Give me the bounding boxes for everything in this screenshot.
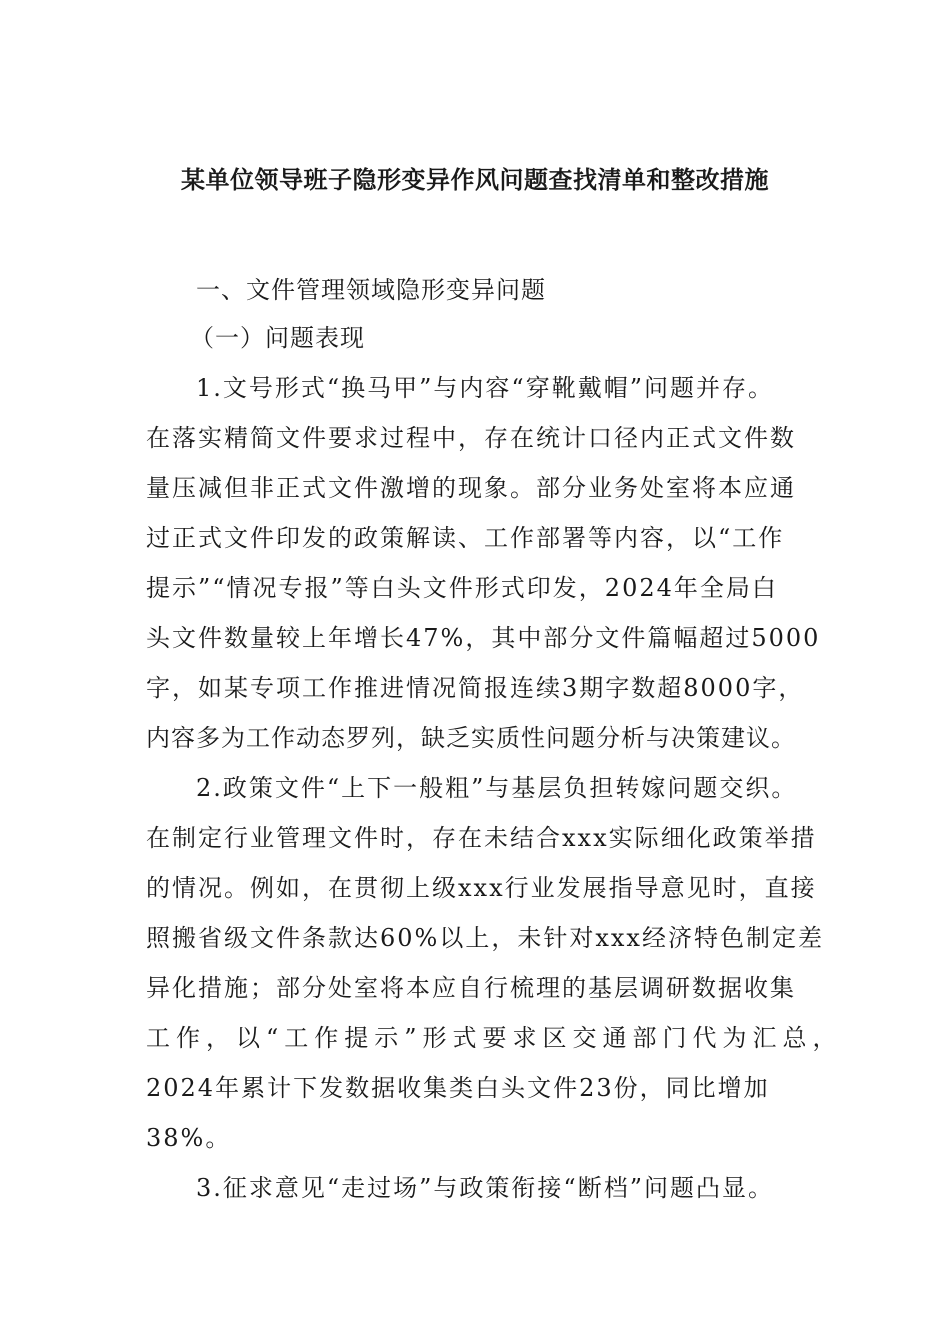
paragraph-line: 的情况。例如，在贯彻上级xxx行业发展指导意见时，直接 bbox=[146, 874, 817, 902]
paragraph-line: 在制定行业管理文件时，存在未结合xxx实际细化政策举措 bbox=[146, 824, 817, 852]
paragraph-line: 异化措施；部分处室将本应自行梳理的基层调研数据收集 bbox=[146, 974, 796, 1002]
section-heading: 一、文件管理领域隐形变异问题 bbox=[196, 276, 546, 304]
paragraph-line: 提示”“情况专报”等白头文件形式印发，2024年全局白 bbox=[146, 574, 778, 602]
paragraph-line: 38%。 bbox=[146, 1124, 232, 1152]
document-title: 某单位领导班子隐形变异作风问题查找清单和整改措施 bbox=[181, 165, 769, 194]
paragraph-line: 在落实精简文件要求过程中，存在统计口径内正式文件数 bbox=[146, 424, 796, 452]
paragraph-line: 2.政策文件“上下一般粗”与基层负担转嫁问题交织。 bbox=[196, 774, 798, 802]
paragraph-line: 1.文号形式“换马甲”与内容“穿靴戴帽”问题并存。 bbox=[196, 374, 774, 402]
paragraph-line: 字，如某专项工作推进情况简报连续3期字数超8000字， bbox=[146, 674, 805, 702]
paragraph-line: 2024年累计下发数据收集类白头文件23份，同比增加 bbox=[146, 1074, 770, 1102]
subsection-heading: （一）问题表现 bbox=[190, 324, 365, 352]
paragraph-line: 过正式文件印发的政策解读、工作部署等内容，以“工作 bbox=[146, 524, 785, 552]
paragraph-line: 内容多为工作动态罗列，缺乏实质性问题分析与决策建议。 bbox=[146, 724, 796, 752]
paragraph-line: 3.征求意见“走过场”与政策衔接“断档”问题凸显。 bbox=[196, 1174, 774, 1202]
paragraph-line: 工作，以“工作提示”形式要求区交通部门代为汇总， bbox=[146, 1024, 843, 1052]
paragraph-line: 量压减但非正式文件激增的现象。部分业务处室将本应通 bbox=[146, 474, 796, 502]
paragraph-line: 头文件数量较上年增长47%，其中部分文件篇幅超过5000 bbox=[146, 624, 821, 652]
paragraph-line: 照搬省级文件条款达60%以上，未针对xxx经济特色制定差 bbox=[146, 924, 824, 952]
